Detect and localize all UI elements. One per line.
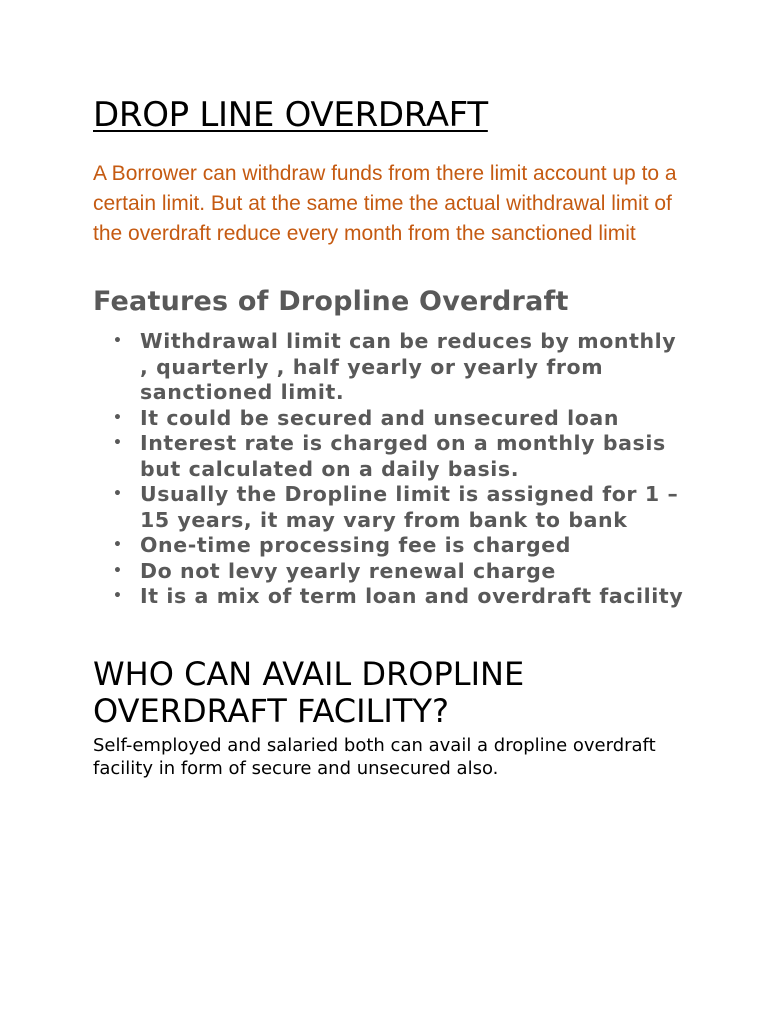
who-can-avail-heading: WHO CAN AVAIL DROPLINE OVERDRAFT FACILITY? [93, 654, 525, 730]
bullet-icon: • [113, 409, 123, 426]
feature-text: One-time processing fee is charged [140, 533, 571, 557]
feature-text: It could be secured and unsecured loan [140, 405, 620, 430]
feature-item [93, 584, 685, 610]
feature-item [93, 559, 685, 585]
who-can-avail-paragraph: Self-employed and salaried both can avail a dropline overdraft facility in form of secure and unsecured also. [93, 734, 656, 779]
intro-paragraph: A Borrower can withdraw funds from there limit account up to a certain limit. But at the same time the actual withdrawal limit of the overdraft reduce every month from the sanctioned limit [93, 162, 677, 245]
bullet-icon: • [113, 486, 123, 502]
feature-text: Do not levy yearly renewal charge [140, 558, 556, 583]
feature-text: Usually the Dropline limit is assigned for 1 – 15 years, it may vary from bank to bank [140, 482, 679, 532]
bullet-icon: • [113, 333, 123, 349]
bullet-icon: • [113, 537, 123, 553]
feature-item [93, 482, 685, 533]
feature-item [93, 431, 685, 482]
feature-text: It is a mix of term loan and overdraft facility [140, 584, 684, 608]
feature-text: Interest rate is charged on a monthly basis but calculated on a daily basis. [140, 431, 666, 481]
feature-item [93, 533, 685, 559]
document-page [93, 93, 693, 780]
features-heading: Features of Dropline Overdraft [93, 286, 569, 317]
bullet-icon: • [113, 435, 123, 451]
features-list [93, 329, 693, 610]
feature-item [93, 329, 685, 406]
bullet-icon: • [113, 588, 123, 604]
document-title: DROP LINE OVERDRAFT [93, 95, 488, 135]
feature-text: Withdrawal limit can be reduces by monthly , quarterly , half yearly or yearly from sanctioned limit. [140, 329, 677, 404]
feature-item [93, 406, 685, 432]
bullet-icon: • [113, 562, 123, 579]
